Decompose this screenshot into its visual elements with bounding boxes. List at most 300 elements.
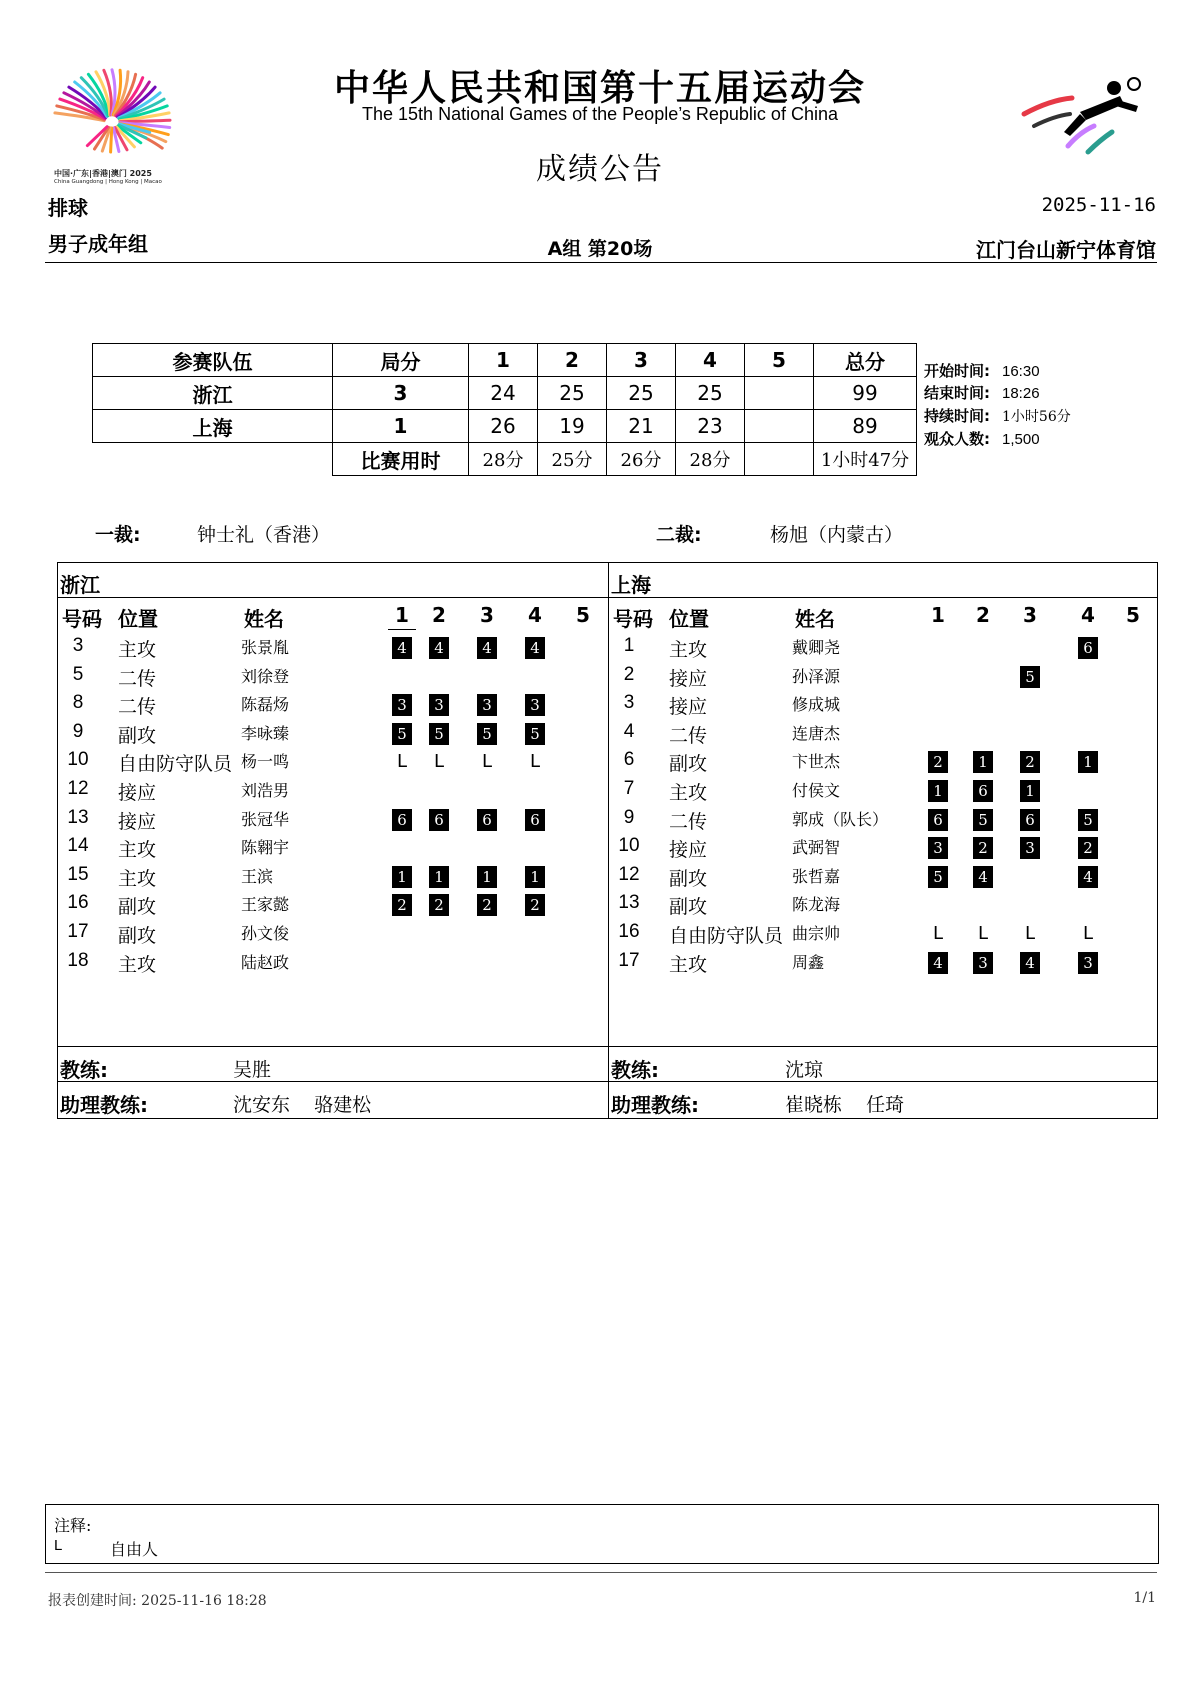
starting-position-set-1 [923,722,953,746]
set-score [745,410,814,443]
player-position: 二传 [669,724,708,747]
starting-position-set-5 [568,779,598,803]
starting-position-set-2 [968,636,998,660]
end-time-value: 18:26 [1002,385,1040,402]
starting-position-set-3 [1015,750,1045,774]
starting-position-set-2 [968,722,998,746]
player-position: 副攻 [669,896,708,919]
roster-line [58,597,1157,598]
player-row [609,921,1149,949]
elapsed-time [924,405,1071,426]
starting-position-set-3 [1015,636,1045,660]
starting-position-set-1 [923,893,953,917]
set-duration: 26分 [607,443,676,476]
home-col-set-4: 4 [528,603,542,627]
player-position: 自由防守队员 [118,753,233,776]
starting-position-set-2 [968,808,998,832]
player-position: 主攻 [118,839,157,862]
player-name: 修成城 [792,695,841,715]
libero-marker: L [1082,923,1094,944]
starting-position-set-1 [923,951,953,975]
starting-position-set-2 [968,693,998,717]
duration-label: 比赛用时 [333,443,469,476]
player-position: 接应 [118,810,157,833]
home-assistant-label: 助理教练: [60,1093,148,1117]
player-number: 5 [72,663,84,685]
report-created-time: 报表创建时间: 2025-11-16 18:28 [48,1593,267,1609]
starting-position-set-4 [1073,808,1103,832]
player-name: 孙泽源 [792,666,841,686]
starting-position-set-4 [520,693,550,717]
player-position: 接应 [669,839,708,862]
player-number: 2 [623,663,635,685]
player-row [609,950,1149,978]
player-name: 王家懿 [241,895,290,915]
player-position: 二传 [118,667,157,690]
player-number: 12 [618,863,640,885]
away-col-set-3: 3 [1023,603,1037,627]
rotation-marker: 1 [973,751,993,773]
player-position: 副攻 [118,896,157,919]
starting-position-set-1 [387,693,417,717]
starting-position-set-2 [968,893,998,917]
home-col-set-3: 3 [480,603,494,627]
starting-position-set-1 [387,951,417,975]
player-number: 13 [67,806,89,828]
player-number: 18 [67,949,89,971]
starting-position-set-3 [472,893,502,917]
away-col-name: 姓名 [795,607,835,631]
starting-position-set-5 [568,836,598,860]
player-name: 王滨 [241,866,274,886]
rotation-marker: 5 [525,723,545,745]
starting-position-set-4 [1073,922,1103,946]
set-score: 25 [676,377,745,410]
starting-position-set-4 [520,808,550,832]
player-row [58,692,598,720]
player-name: 卞世杰 [792,752,841,772]
rotation-marker: 2 [1078,837,1098,859]
starting-position-set-5 [1118,693,1148,717]
player-name: 李咏臻 [241,723,290,743]
starting-position-set-5 [568,693,598,717]
starting-position-set-2 [424,722,454,746]
libero-marker: L [396,751,408,773]
player-name: 杨一鸣 [241,752,290,772]
starting-position-set-2 [968,836,998,860]
starting-position-set-1 [923,779,953,803]
home-col-number: 号码 [62,607,102,631]
starting-position-set-5 [1118,893,1148,917]
starting-position-set-3 [1015,865,1045,889]
away-col-position: 位置 [669,607,709,631]
team-name: 浙江 [93,377,333,410]
player-name: 曲宗帅 [792,924,841,943]
player-name: 张哲嘉 [792,866,841,886]
rotation-marker: 1 [1078,751,1098,773]
rotation-marker: 2 [477,894,497,916]
player-position: 主攻 [118,953,157,976]
starting-position-set-5 [1118,665,1148,689]
rotation-marker: 6 [525,809,545,831]
starting-position-set-5 [568,865,598,889]
player-name: 张冠华 [241,809,290,829]
player-name: 付侯文 [792,781,841,800]
rotation-marker: 4 [928,952,948,974]
home-col-name: 姓名 [244,607,284,631]
player-row [58,749,598,777]
rotation-marker: 5 [429,723,449,745]
rotation-marker: 1 [928,780,948,802]
player-position: 副攻 [669,753,708,776]
starting-position-set-2 [424,636,454,660]
player-number: 15 [67,863,89,885]
roster-table [57,562,1158,1119]
player-number: 16 [618,921,640,942]
group-match: A组 第20场 [547,238,653,260]
starting-position-set-2 [968,922,998,946]
set-score: 25 [607,377,676,410]
starting-position-set-4 [1073,893,1103,917]
rotation-marker: 2 [525,894,545,916]
rotation-marker: 1 [477,866,497,888]
set-underline [388,629,416,630]
player-row [609,807,1149,835]
starting-position-set-3 [472,808,502,832]
player-row [58,921,598,949]
player-number: 9 [623,806,635,828]
rotation-marker: 4 [1078,866,1098,888]
player-row [58,635,598,663]
libero-marker: L [977,923,989,944]
starting-position-set-2 [968,865,998,889]
starting-position-set-5 [568,808,598,832]
spectators [924,428,1040,449]
starting-position-set-1 [923,665,953,689]
player-number: 13 [618,892,640,914]
rotation-marker: 6 [477,809,497,831]
player-name: 周鑫 [792,952,825,972]
player-position: 主攻 [118,867,157,890]
rotation-marker: 1 [392,866,412,888]
starting-position-set-1 [387,808,417,832]
rotation-marker: 6 [392,809,412,831]
starting-position-set-4 [520,779,550,803]
set-score: 26 [469,410,538,443]
team-name: 上海 [93,410,333,443]
player-position: 副攻 [118,724,157,747]
away-coach-label: 教练: [611,1058,659,1082]
starting-position-set-3 [472,722,502,746]
rotation-marker: 2 [1020,751,1040,773]
player-row [609,749,1149,777]
rotation-marker: 3 [973,952,993,974]
starting-position-set-3 [1015,951,1045,975]
player-position: 接应 [669,667,708,690]
player-name: 武弼智 [792,838,841,858]
home-col-set-1: 1 [395,603,409,627]
starting-position-set-3 [1015,665,1045,689]
set-score: 24 [469,377,538,410]
header-set-2: 2 [538,344,607,377]
rotation-marker: 1 [1020,780,1040,802]
player-name: 刘浩男 [241,781,290,800]
starting-position-set-2 [968,779,998,803]
player-name: 戴卿尧 [792,638,841,657]
rotation-marker: 3 [928,837,948,859]
set-score: 21 [607,410,676,443]
player-row [609,864,1149,892]
player-row [58,721,598,749]
player-number: 4 [623,720,635,742]
set-score [745,377,814,410]
starting-position-set-2 [424,750,454,774]
starting-position-set-1 [923,836,953,860]
starting-position-set-3 [1015,893,1045,917]
player-name: 孙文俊 [241,924,290,943]
starting-position-set-1 [387,922,417,946]
first-referee-name: 钟士礼（香港） [197,524,331,546]
rotation-marker: 4 [392,637,412,659]
player-row [609,892,1149,920]
player-position: 二传 [669,810,708,833]
header-set-4: 4 [676,344,745,377]
starting-position-set-2 [968,951,998,975]
starting-position-set-2 [424,665,454,689]
rotation-marker: 6 [928,809,948,831]
set-duration: 25分 [538,443,607,476]
starting-position-set-3 [472,951,502,975]
starting-position-set-5 [1118,865,1148,889]
starting-position-set-1 [923,750,953,774]
starting-position-set-5 [1118,779,1148,803]
starting-position-set-2 [424,836,454,860]
starting-position-set-3 [1015,808,1045,832]
rotation-marker: 3 [477,694,497,716]
player-row [58,778,598,806]
end-time-label: 结束时间: [924,384,990,402]
starting-position-set-3 [472,636,502,660]
starting-position-set-1 [923,808,953,832]
header-set-1: 1 [469,344,538,377]
player-name: 张景胤 [241,638,290,657]
player-position: 自由防守队员 [669,925,784,947]
starting-position-set-1 [387,836,417,860]
starting-position-set-1 [387,779,417,803]
starting-position-set-5 [1118,722,1148,746]
starting-position-set-5 [568,665,598,689]
rotation-marker: 5 [973,809,993,831]
rotation-marker: 6 [973,780,993,802]
footer-divider [45,1572,1157,1573]
starting-position-set-5 [1118,836,1148,860]
notes-title: 注释: [54,1516,92,1535]
starting-position-set-1 [387,750,417,774]
away-assistant-names: 崔晓栋 任琦 [785,1094,905,1116]
second-referee-name: 杨旭（内蒙古） [770,524,904,546]
set-duration: 28分 [676,443,745,476]
player-position: 主攻 [669,953,708,976]
empty-cell [93,443,333,476]
header-set-3: 3 [607,344,676,377]
starting-position-set-2 [424,779,454,803]
starting-position-set-5 [1118,951,1148,975]
games-title-cn: 中华人民共和国第十五届运动会 [333,68,866,109]
starting-position-set-3 [1015,693,1045,717]
player-position: 接应 [669,696,708,719]
home-col-set-2: 2 [432,603,446,627]
player-number: 16 [67,892,89,914]
set-score: 19 [538,410,607,443]
starting-position-set-2 [424,808,454,832]
score-row-team-1 [93,377,917,410]
starting-position-set-3 [472,693,502,717]
start-time-value: 16:30 [1002,363,1040,380]
rotation-marker: 6 [429,809,449,831]
away-col-set-5: 5 [1126,603,1140,627]
player-row [58,664,598,692]
starting-position-set-4 [520,893,550,917]
rotation-marker: 5 [477,723,497,745]
starting-position-set-4 [520,665,550,689]
libero-marker: L [1024,923,1036,944]
rotation-marker: 4 [973,866,993,888]
starting-position-set-5 [1118,808,1148,832]
player-position: 副攻 [669,867,708,890]
player-position: 主攻 [669,782,708,804]
starting-position-set-1 [387,865,417,889]
player-position: 主攻 [669,639,708,661]
starting-position-set-2 [424,893,454,917]
starting-position-set-4 [1073,665,1103,689]
player-name: 郭成（队长） [792,809,889,829]
home-col-set-5: 5 [576,603,590,627]
rotation-marker: 1 [429,866,449,888]
header-sets: 局分 [333,344,469,377]
away-team-name: 上海 [611,573,651,597]
player-row [609,635,1149,663]
elapsed-time-value: 1小时56分 [1002,409,1071,425]
rotation-marker: 4 [525,637,545,659]
starting-position-set-1 [923,693,953,717]
first-referee-label: 一裁: [95,524,141,546]
starting-position-set-5 [1118,750,1148,774]
rotation-marker: 5 [928,866,948,888]
starting-position-set-5 [568,722,598,746]
score-row-team-2 [93,410,917,443]
rotation-marker: 4 [1020,952,1040,974]
sport-name: 排球 [48,196,88,220]
page-number: 1/1 [1133,1590,1156,1606]
starting-position-set-2 [424,922,454,946]
rotation-marker: 2 [392,894,412,916]
roster-line [58,1081,1157,1082]
player-position: 主攻 [118,639,157,661]
player-number: 12 [67,778,89,799]
starting-position-set-4 [520,750,550,774]
libero-marker: L [932,923,944,944]
player-number: 17 [618,949,640,971]
score-header-row [93,344,917,377]
rotation-marker: 3 [525,694,545,716]
header-set-5: 5 [745,344,814,377]
rotation-marker: 2 [429,894,449,916]
player-number: 17 [67,921,89,942]
logo-caption-cn: 中国·广东|香港|澳门 2025 [54,169,152,178]
rotation-marker: 4 [477,637,497,659]
starting-position-set-2 [968,750,998,774]
starting-position-set-3 [472,922,502,946]
header-divider [45,262,1157,263]
starting-position-set-2 [424,693,454,717]
rotation-marker: 2 [973,837,993,859]
starting-position-set-1 [923,922,953,946]
starting-position-set-4 [1073,836,1103,860]
player-number: 3 [72,635,84,656]
player-number: 1 [623,635,635,656]
starting-position-set-5 [1118,922,1148,946]
starting-position-set-5 [568,951,598,975]
home-coach-name: 吴胜 [233,1059,272,1081]
spectators-value: 1,500 [1002,431,1040,448]
starting-position-set-3 [1015,922,1045,946]
rotation-marker: 3 [429,694,449,716]
starting-position-set-3 [1015,779,1045,803]
total-duration: 1小时47分 [814,443,917,476]
away-col-set-1: 1 [931,603,945,627]
starting-position-set-3 [472,865,502,889]
starting-position-set-5 [568,750,598,774]
starting-position-set-4 [1073,693,1103,717]
event-category: 男子成年组 [48,232,148,256]
set-score: 23 [676,410,745,443]
starting-position-set-1 [387,893,417,917]
starting-position-set-3 [1015,722,1045,746]
duration-row [93,443,917,476]
starting-position-set-3 [472,779,502,803]
home-team-name: 浙江 [60,573,100,597]
starting-position-set-4 [520,636,550,660]
libero-marker: L [529,751,541,773]
player-row [609,721,1149,749]
rotation-marker: 6 [1020,809,1040,831]
starting-position-set-4 [520,865,550,889]
starting-position-set-4 [1073,779,1103,803]
rotation-marker: 6 [1078,637,1098,659]
player-number: 9 [72,720,84,742]
starting-position-set-5 [568,922,598,946]
starting-position-set-4 [520,922,550,946]
total-points: 89 [814,410,917,443]
starting-position-set-3 [472,750,502,774]
away-col-number: 号码 [613,607,653,631]
rotation-marker: 3 [1020,837,1040,859]
player-name: 陈龙海 [792,895,841,915]
starting-position-set-4 [520,951,550,975]
roster-line [58,1046,1157,1047]
rotation-marker: 4 [429,637,449,659]
player-name: 陈磊炀 [241,695,290,715]
home-coach-label: 教练: [60,1058,108,1082]
player-number: 10 [618,835,640,857]
player-row [58,864,598,892]
player-row [609,664,1149,692]
starting-position-set-5 [1118,636,1148,660]
rotation-marker: 5 [1078,809,1098,831]
elapsed-time-label: 持续时间: [924,407,990,425]
starting-position-set-2 [424,865,454,889]
score-table [92,343,917,476]
